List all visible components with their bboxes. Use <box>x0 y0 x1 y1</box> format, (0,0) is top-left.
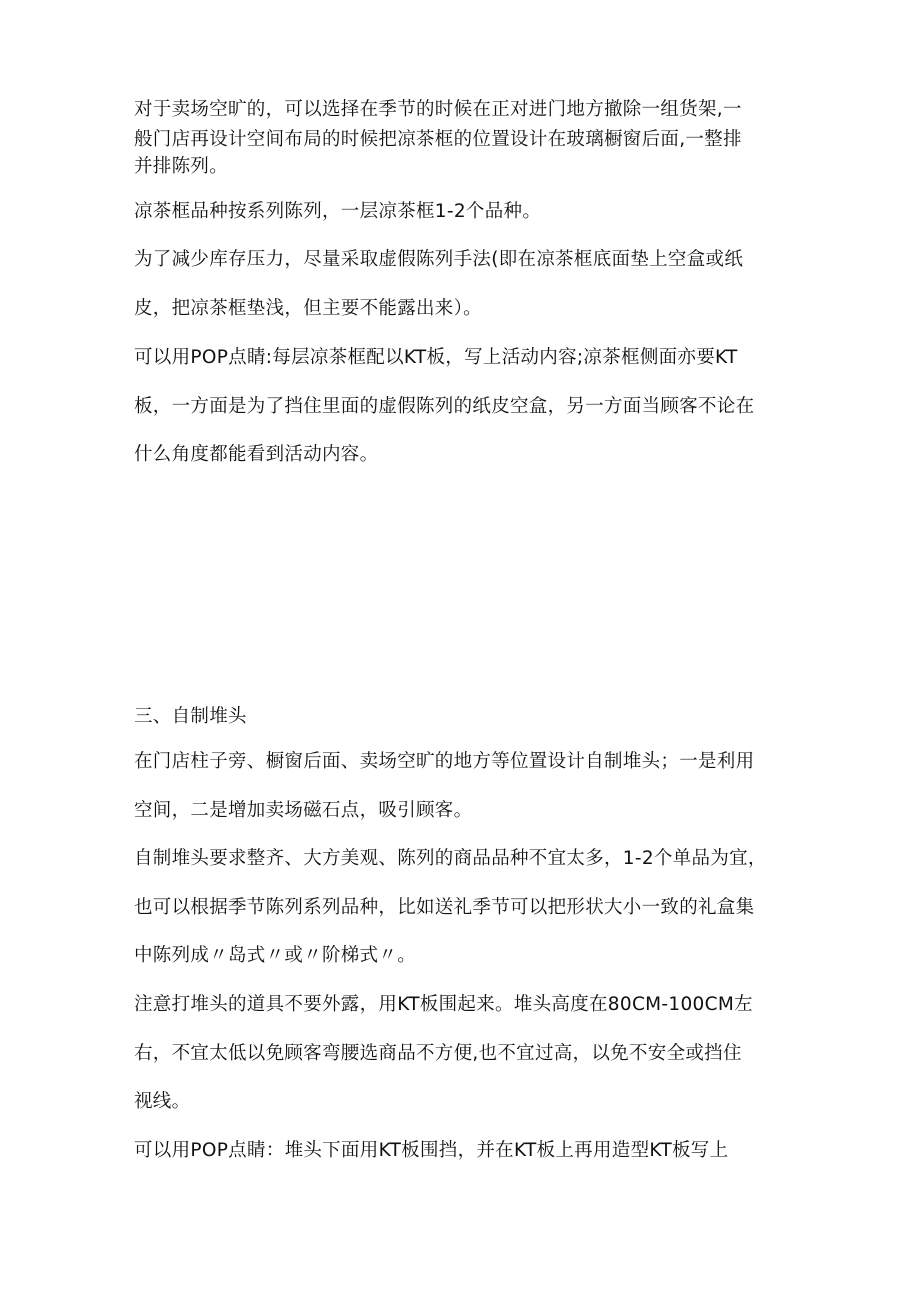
text-line: 皮，把凉茶框垫浅，但主要不能露出来）。 <box>134 298 482 319</box>
text-line: 并排陈列。 <box>134 156 229 177</box>
text-line: 凉茶框品种按系列陈列，一层凉茶框1-2个品种。 <box>134 201 542 222</box>
text-line: 右，不宜太低以免顾客弯腰选商品不方便,也不宜过高，以免不安全或挡住 <box>134 1043 742 1064</box>
text-line: 空间，二是增加卖场磁石点，吸引顾客。 <box>134 800 473 821</box>
text-line: 在门店柱子旁、橱窗后面、卖场空旷的地方等位置设计自制堆头；一是利用 <box>134 751 755 772</box>
text-line: 视线。 <box>134 1091 191 1112</box>
section-heading: 三、自制堆头 <box>134 706 247 727</box>
text-line: 对于卖场空旷的，可以选择在季节的时候在正对进门地方撤除一组货架,一 <box>134 99 742 120</box>
text-line: 注意打堆头的道具不要外露，用KT板围起来。堆头高度在80CM-100CM左 <box>134 994 753 1015</box>
text-line: 什么角度都能看到活动内容。 <box>134 444 379 465</box>
text-line: 为了减少库存压力，尽量采取虚假陈列手法(即在凉茶框底面垫上空盒或纸 <box>134 249 744 270</box>
text-line: 自制堆头要求整齐、大方美观、陈列的商品品种不宜太多，1-2个单品为宜， <box>134 848 767 869</box>
text-line: 可以用POP点睛：堆头下面用KT板围挡，并在KT板上再用造型KT板写上 <box>134 1140 729 1161</box>
text-line: 也可以根据季节陈列系列品种，比如送礼季节可以把形状大小一致的礼盒集 <box>134 897 755 918</box>
text-line: 中陈列成〃岛式〃或〃阶梯式〃。 <box>134 945 417 966</box>
text-line: 可以用POP点睛:每层凉茶框配以KT板，写上活动内容;凉茶框侧面亦要KT <box>134 347 738 368</box>
text-line: 般门店再设计空间布局的时候把凉茶框的位置设计在玻璃橱窗后面,一整排 <box>134 129 742 150</box>
text-line: 板，一方面是为了挡住里面的虚假陈列的纸皮空盒，另一方面当顾客不论在 <box>134 396 755 417</box>
